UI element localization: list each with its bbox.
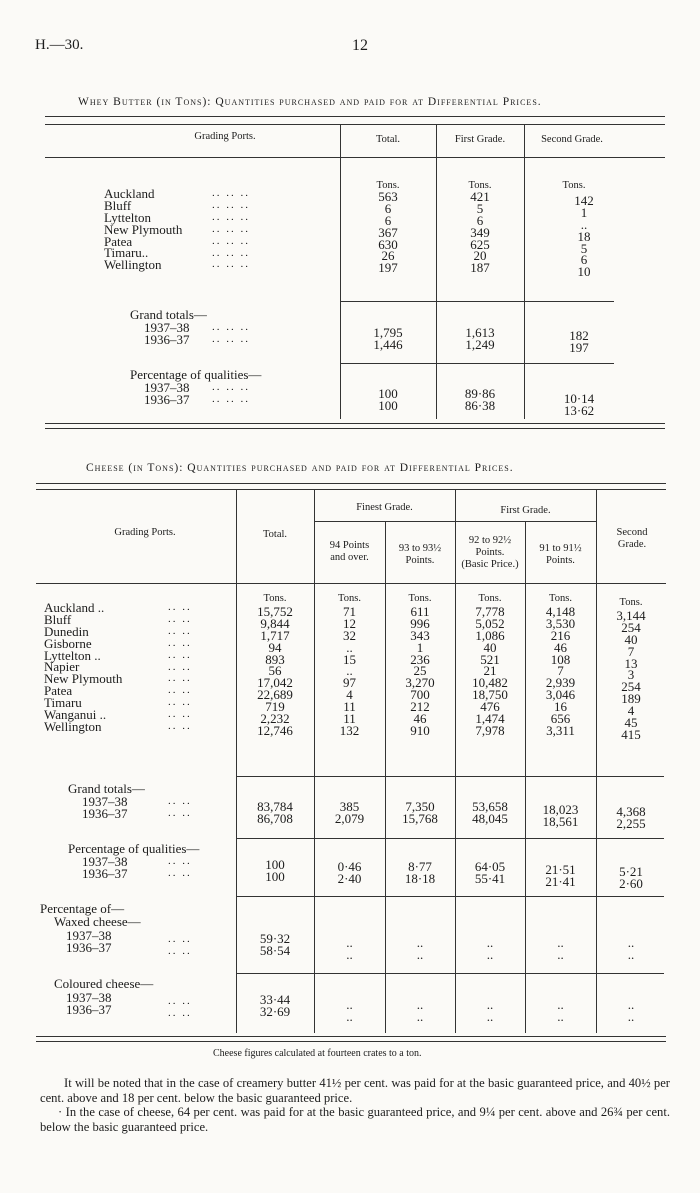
value-cell: 108 <box>550 651 571 667</box>
blank-cell: .. <box>486 946 494 962</box>
port-name: Timaru.. <box>104 245 149 261</box>
rule <box>236 838 664 839</box>
value-cell: 3,311 <box>546 722 575 738</box>
unit-label: Tons. <box>478 593 502 604</box>
value-cell: 15,752 <box>257 604 293 619</box>
whey-grand-second-column <box>524 330 634 354</box>
cheese-grand-total-column <box>236 801 314 825</box>
value-cell: 15 <box>343 651 356 667</box>
blank-cell: .. <box>346 946 353 962</box>
blank-cell: .. <box>416 997 424 1012</box>
cheese-grand-93-column <box>385 801 455 825</box>
value-cell: 415 <box>621 726 641 742</box>
value-cell: 46 <box>413 711 427 727</box>
port-name: Bluff <box>104 197 132 213</box>
waxed-cheese-label: Waxed cheese— <box>54 914 141 929</box>
value-cell: 4 <box>346 687 353 703</box>
value-cell: 4,368 <box>616 804 646 819</box>
unit-label: Tons. <box>376 180 400 191</box>
rule <box>340 363 614 364</box>
blank-cell: .. <box>557 1008 564 1024</box>
rule <box>340 301 614 302</box>
value-cell: 18,750 <box>472 687 508 703</box>
value-cell: 6 <box>580 252 588 268</box>
value-cell: 132 <box>339 722 360 738</box>
value-cell: 21·41 <box>545 873 576 889</box>
rule <box>236 973 664 974</box>
whey-second-grade-column <box>524 195 644 278</box>
value-cell: 1,474 <box>475 711 505 727</box>
value-cell: 625 <box>470 236 490 252</box>
value-cell: 15,768 <box>402 810 438 826</box>
value-cell: 100 <box>378 397 398 413</box>
cheese-pct-94-column <box>314 861 385 885</box>
year-label: 1936–37 <box>144 391 190 407</box>
value-cell: 5,052 <box>475 615 505 631</box>
blank-cell: .. <box>416 1008 424 1024</box>
value-cell: 17,042 <box>257 675 293 691</box>
value-cell: 100 <box>265 868 285 884</box>
cheese-pct-second-column <box>596 866 666 890</box>
rule <box>45 423 665 424</box>
cheese-port-labels <box>44 602 122 733</box>
header-line: 93 to 93½ <box>398 543 442 554</box>
port-name: Gisborne <box>44 635 92 651</box>
value-cell: 630 <box>378 236 398 252</box>
port-name: New Plymouth <box>44 671 123 687</box>
value-cell: 142 <box>574 193 594 208</box>
value-cell: 254 <box>621 679 641 695</box>
blank-cell: .. <box>627 935 635 950</box>
blank-cell: .. <box>486 1008 494 1024</box>
value-cell: 656 <box>550 711 571 727</box>
whey-header-ports: Grading Ports. <box>194 131 256 142</box>
value-cell: 5·21 <box>619 864 643 879</box>
blank-cell: .. <box>557 997 564 1012</box>
value-cell: .. <box>580 216 588 232</box>
header-line: 92 to 92½ <box>468 535 512 546</box>
blank-cell: .. <box>416 946 424 962</box>
value-cell: 7,778 <box>475 604 505 619</box>
value-cell: 611 <box>410 604 430 619</box>
cheese-92-points-column <box>455 606 525 737</box>
cheese-coloured-total-column <box>236 994 314 1018</box>
value-cell: 563 <box>378 189 398 204</box>
blank-cell: .. <box>416 935 424 950</box>
cheese-header-first-grade: First Grade. <box>500 505 551 516</box>
whey-port-labels <box>104 188 182 271</box>
value-cell: 89·86 <box>464 386 496 401</box>
cheese-header-ports: Grading Ports. <box>114 527 176 538</box>
unit-label: Tons. <box>338 593 361 604</box>
cheese-grand-94-column <box>314 801 385 825</box>
value-cell: 1,446 <box>373 336 403 352</box>
value-cell: 10·14 <box>563 391 595 406</box>
value-cell: 94 <box>268 639 282 655</box>
blank-column <box>314 999 385 1023</box>
cheese-grand-91-column <box>525 804 596 828</box>
year-labels <box>144 382 190 406</box>
blank-column <box>525 999 596 1023</box>
value-cell: 56 <box>268 663 282 679</box>
value-cell: 10,482 <box>472 675 508 691</box>
value-cell: 46 <box>554 639 567 655</box>
value-cell: 700 <box>410 687 430 703</box>
value-cell: 26 <box>381 248 395 264</box>
rule <box>36 483 666 484</box>
value-cell: 21·51 <box>545 862 576 877</box>
leader-dots: .. .. .. .. .. .. <box>212 381 250 405</box>
value-cell: 254 <box>621 619 641 635</box>
cheese-header-second-grade <box>596 527 668 551</box>
blank-column <box>385 999 455 1023</box>
year-labels <box>82 796 128 820</box>
blank-column <box>525 937 596 961</box>
value-cell: 86,708 <box>257 810 293 826</box>
value-cell: 32 <box>343 627 356 643</box>
value-cell: 8·77 <box>408 859 432 874</box>
value-cell: 910 <box>410 722 430 738</box>
leader-dots: .. .. .. .. <box>168 795 192 819</box>
value-cell: 18·18 <box>404 870 436 886</box>
rule <box>36 1041 666 1042</box>
header-line: Second Grade. <box>616 527 648 550</box>
value-cell: 16 <box>554 699 567 715</box>
value-cell: 18 <box>577 228 591 244</box>
value-cell: 421 <box>470 189 490 204</box>
value-cell: 236 <box>410 651 430 667</box>
whey-pct-second-column <box>524 393 634 417</box>
closing-paragraphs <box>40 1076 670 1134</box>
whey-grand-first-column <box>436 327 524 351</box>
value-cell: 216 <box>550 627 571 643</box>
value-cell: 40 <box>483 639 497 655</box>
value-cell: 11 <box>343 711 356 727</box>
value-cell: 100 <box>265 857 285 872</box>
value-cell: 7,350 <box>405 799 435 814</box>
cheese-grand-92-column <box>455 801 525 825</box>
value-cell: 2,232 <box>260 711 290 727</box>
grand-totals-label: Grand totals— <box>130 307 207 322</box>
rule <box>45 116 665 117</box>
rule <box>45 428 665 429</box>
year-label: 1937–38 <box>144 380 190 395</box>
value-cell: 64·05 <box>474 859 506 874</box>
blank-cell: .. <box>557 935 564 950</box>
whey-table-title: Whey Butter (in Tons): Quantities purchased and paid for at Differential Prices. <box>78 96 542 108</box>
leader-dots: .. .. .. .. .. .. <box>212 321 250 345</box>
value-cell: 182 <box>569 328 589 343</box>
cheese-header-92-points <box>455 535 525 571</box>
cheese-grand-second-column <box>596 806 666 830</box>
value-cell: 9,844 <box>260 615 290 631</box>
cheese-header-total: Total. <box>262 529 288 540</box>
rule <box>45 157 665 158</box>
value-cell: 2·60 <box>619 875 643 891</box>
value-cell: 10 <box>577 264 591 280</box>
value-cell: 4 <box>627 703 635 719</box>
value-cell: 13 <box>624 655 638 671</box>
blank-cell: .. <box>346 997 353 1012</box>
value-cell: 197 <box>569 339 589 355</box>
value-cell: 59·32 <box>259 931 291 946</box>
cheese-93-points-column <box>385 606 455 737</box>
value-cell: 0·46 <box>337 859 362 874</box>
leader-dots: .. .. .. .. .. .. .. .. .. .. .. .. .. .. .. .. .. .. .. .. .. .. <box>168 601 192 733</box>
year-label: 1936–37 <box>144 331 190 347</box>
value-cell: 18,561 <box>542 813 579 829</box>
blank-cell: .. <box>627 946 635 962</box>
value-cell: 719 <box>265 699 285 715</box>
value-cell: 3,530 <box>545 615 576 631</box>
header-line: Points. <box>405 555 435 566</box>
port-name: Dunedin <box>44 623 89 639</box>
value-cell: 58·54 <box>259 942 291 958</box>
value-cell: 2,255 <box>616 815 646 831</box>
year-label: 1936–37 <box>66 939 112 955</box>
percentage-of-label: Percentage of— <box>40 901 125 916</box>
value-cell: 3,144 <box>616 608 646 623</box>
value-cell: 1 <box>416 639 424 655</box>
blank-cell: .. <box>486 997 494 1012</box>
value-cell: 20 <box>473 248 487 264</box>
cheese-header-91-points <box>525 543 596 567</box>
value-cell: 22,689 <box>257 687 293 703</box>
year-labels <box>66 930 112 954</box>
percentage-label: Percentage of qualities— <box>68 841 200 856</box>
whey-header-second-grade: Second Grade. <box>541 134 603 145</box>
grand-totals-label: Grand totals— <box>68 781 145 796</box>
year-labels <box>82 856 128 880</box>
value-cell: 1,249 <box>465 336 495 352</box>
cheese-94-points-column <box>314 606 385 737</box>
header-line: Points. <box>475 547 505 558</box>
cheese-header-94-points <box>314 540 385 564</box>
port-name: Auckland <box>104 186 155 201</box>
port-name: Wellington <box>44 718 102 734</box>
value-cell: 71 <box>343 604 356 619</box>
blank-cell: .. <box>627 997 635 1012</box>
cheese-header-93-points <box>385 543 455 567</box>
value-cell: 343 <box>410 627 430 643</box>
value-cell: 187 <box>470 260 490 276</box>
whey-total-column <box>340 191 436 274</box>
port-name: Timaru <box>44 695 82 711</box>
port-name: Patea <box>104 233 133 249</box>
blank-cell: .. <box>557 946 564 962</box>
value-cell: 3,270 <box>405 675 435 691</box>
year-label: 1937–38 <box>144 320 190 335</box>
value-cell: 13·62 <box>563 402 595 418</box>
value-cell: 996 <box>410 615 430 631</box>
unit-label: Tons. <box>619 597 643 608</box>
year-labels <box>66 992 112 1016</box>
value-cell: 11 <box>343 699 356 715</box>
leader-dots: .. .. .. .. .. .. .. .. .. .. .. .. .. .. .. .. .. .. .. .. .. <box>212 187 250 271</box>
value-cell: 2,079 <box>334 810 365 826</box>
port-name: Lyttelton <box>104 209 151 225</box>
value-cell: 893 <box>265 651 285 667</box>
year-label: 1936–37 <box>82 865 128 881</box>
blank-column <box>455 937 525 961</box>
value-cell: 7,978 <box>475 722 505 738</box>
cheese-91-points-column <box>525 606 596 737</box>
value-cell: 97 <box>343 675 356 691</box>
blank-column <box>596 937 666 961</box>
rule <box>236 896 664 897</box>
value-cell: 1,795 <box>373 325 403 340</box>
value-cell: 33·44 <box>259 992 291 1007</box>
value-cell: 367 <box>378 224 398 240</box>
cheese-pct-92-column <box>455 861 525 885</box>
value-cell: 86·38 <box>464 397 496 413</box>
value-cell: .. <box>346 639 353 655</box>
unit-label: Tons. <box>468 180 492 191</box>
value-cell: 476 <box>480 699 500 715</box>
port-name: Wellington <box>104 257 162 273</box>
blank-cell: .. <box>627 1008 635 1024</box>
year-labels <box>144 322 190 346</box>
port-name: Napier <box>44 659 80 675</box>
paragraph: It will be noted that in the case of creamery butter 41½ per cent. was paid for at the basic guaranteed price, and 40½ per cent. above and 18 per cent. below the basic guaranteed price. <box>40 1076 670 1105</box>
year-label: 1937–38 <box>66 928 112 943</box>
value-cell: 7 <box>627 643 635 659</box>
header-line: and over. <box>330 552 369 563</box>
value-cell: 521 <box>480 651 500 667</box>
year-label: 1937–38 <box>82 854 128 869</box>
value-cell: 2,939 <box>545 675 576 691</box>
whey-first-grade-column <box>436 191 524 274</box>
unit-label: Tons. <box>263 593 287 604</box>
rule <box>36 583 666 584</box>
blank-column <box>385 937 455 961</box>
value-cell: 18,023 <box>542 802 579 817</box>
whey-header-total: Total. <box>375 134 401 145</box>
value-cell: 100 <box>378 386 398 401</box>
paragraph: · In the case of cheese, 64 per cent. was paid for at the basic guaranteed price, and 9¼ per cent. above and 26¾ per cent. below the basic guaranteed price. <box>40 1105 670 1134</box>
value-cell: 5 <box>476 200 484 216</box>
whey-pct-total-column <box>340 388 436 412</box>
cheese-table-title: Cheese (in Tons): Quantities purchased and paid for at Differential Prices. <box>86 462 514 474</box>
value-cell: 3 <box>627 667 635 683</box>
value-cell: 349 <box>470 224 490 240</box>
value-cell: 6 <box>384 212 392 228</box>
value-cell: 12,746 <box>257 722 293 738</box>
rule <box>236 776 664 777</box>
year-label: 1936–37 <box>66 1001 112 1017</box>
header-line: 91 to 91½ <box>539 543 582 554</box>
value-cell: .. <box>346 663 353 679</box>
port-name: New Plymouth <box>104 221 183 237</box>
value-cell: 6 <box>476 212 484 228</box>
value-cell: 189 <box>621 691 641 707</box>
unit-label: Tons. <box>549 593 572 604</box>
port-name: Wanganui .. <box>44 707 107 723</box>
cheese-second-grade-column <box>596 610 666 741</box>
header-line: Points. <box>546 555 575 566</box>
value-cell: 25 <box>413 663 427 679</box>
value-cell: 385 <box>339 799 360 814</box>
port-name: Patea <box>44 683 73 699</box>
blank-cell: .. <box>346 1008 353 1024</box>
blank-column <box>596 999 666 1023</box>
value-cell: 53,658 <box>472 799 508 814</box>
value-cell: 6 <box>384 200 392 216</box>
unit-label: Tons. <box>408 593 432 604</box>
rule <box>36 489 666 490</box>
page-number: 12 <box>352 37 368 54</box>
value-cell: 1,086 <box>475 627 505 643</box>
cheese-pct-91-column <box>525 864 596 888</box>
value-cell: 3,046 <box>545 687 576 703</box>
year-label: 1937–38 <box>66 990 112 1005</box>
value-cell: 1,613 <box>465 325 495 340</box>
year-label: 1937–38 <box>82 794 128 809</box>
port-name: Bluff <box>44 611 72 627</box>
value-cell: 83,784 <box>257 799 293 814</box>
whey-pct-first-column <box>436 388 524 412</box>
blank-column <box>455 999 525 1023</box>
port-name: Lyttelton .. <box>44 647 101 663</box>
header-line: 94 Points <box>329 540 370 551</box>
cheese-pct-total-column <box>236 859 314 883</box>
leader-dots: .. .. .. .. <box>168 995 192 1019</box>
blank-cell: .. <box>346 935 353 950</box>
year-label: 1936–37 <box>82 805 128 821</box>
blank-column <box>314 937 385 961</box>
header-line: (Basic Price.) <box>461 559 519 570</box>
cheese-pct-93-column <box>385 861 455 885</box>
table-footnote: Cheese figures calculated at fourteen crates to a ton. <box>213 1048 422 1059</box>
value-cell: 55·41 <box>474 870 506 886</box>
whey-header-first-grade: First Grade. <box>454 134 506 145</box>
leader-dots: .. .. .. .. <box>168 933 192 957</box>
value-cell: 32·69 <box>259 1003 291 1019</box>
value-cell: 197 <box>378 260 398 276</box>
unit-label: Tons. <box>562 180 586 191</box>
value-cell: 1 <box>580 204 588 220</box>
value-cell: 12 <box>343 615 356 631</box>
value-cell: 2·40 <box>337 870 362 886</box>
value-cell: 1,717 <box>260 627 290 643</box>
rule <box>45 124 665 125</box>
cheese-header-finest-grade: Finest Grade. <box>356 502 413 513</box>
port-name: Auckland .. <box>44 600 105 615</box>
value-cell: 4,148 <box>545 604 576 619</box>
value-cell: 212 <box>410 699 430 715</box>
value-cell: 7 <box>557 663 564 679</box>
coloured-cheese-label: Coloured cheese— <box>54 976 154 991</box>
percentage-label: Percentage of qualities— <box>130 367 262 382</box>
cheese-waxed-total-column <box>236 933 314 957</box>
cheese-total-column <box>236 606 314 737</box>
rule <box>36 1036 666 1037</box>
value-cell: 40 <box>624 631 638 647</box>
blank-cell: .. <box>486 935 494 950</box>
value-cell: 21 <box>483 663 497 679</box>
value-cell: 48,045 <box>472 810 508 826</box>
whey-grand-total-column <box>340 327 436 351</box>
value-cell: 5 <box>580 240 588 256</box>
value-cell: 45 <box>624 715 638 731</box>
document-reference: H.—30. <box>35 37 84 53</box>
leader-dots: .. .. .. .. <box>168 855 192 879</box>
